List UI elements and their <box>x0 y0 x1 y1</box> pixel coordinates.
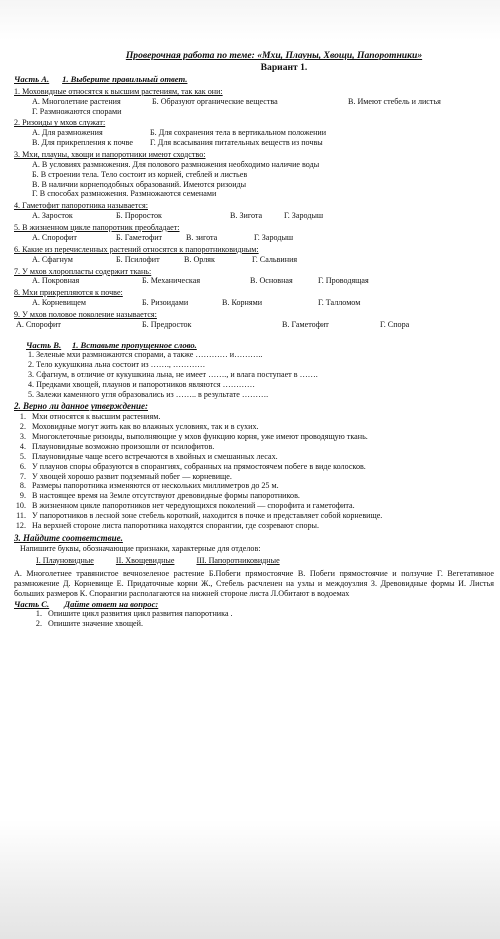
open-question: 1. Опишите цикл развития цикл развития папоротника . <box>44 609 494 619</box>
option: Г. Зародыш <box>254 232 294 242</box>
statement: 9. В настоящее время на Земле отсутствуют древовидные формы папоротников. <box>28 491 494 501</box>
option: В. Корнями <box>222 298 263 308</box>
part-b-label: Часть В. <box>26 339 62 350</box>
statement: 3. Многоклеточные ризоиды, выполняющие у мхов функцию корня, уже имеют проводящую ткань. <box>28 432 494 442</box>
option: А. Корневищем <box>32 298 87 308</box>
question-1-options <box>14 97 494 117</box>
statement: 5. Плауновидные чаще всего встречаются в хвойных и смешанных лесах. <box>28 452 494 462</box>
option: Г. Талломом <box>318 298 361 308</box>
question-9-options <box>14 320 494 330</box>
department-label: II. Хвощевидные <box>115 555 175 565</box>
option: А. Сфагнум <box>32 254 73 264</box>
statement: 7. У хвощей хорошо развит подземный побег — корневище. <box>28 472 494 482</box>
option: Б. Проросток <box>116 211 162 221</box>
option: Г. Размножаются спорами <box>32 106 122 116</box>
option: В. Зигота <box>230 211 263 221</box>
department-label: III. Папоротниковидные <box>196 555 280 565</box>
fill-in-item: 1. Зеленые мхи размножаются спорами, а также ………… и……….. <box>28 350 263 360</box>
section-3-instruction: Напишите буквы, обозначающие признаки, характерные для отделов: <box>20 543 261 553</box>
question-3: 3. Мхи, плауны, хвощи и папоротники имеют сходство: <box>14 150 206 160</box>
part-c-label: Часть С. <box>14 598 50 609</box>
question-7: 7. У мхов хлоропласты содержит ткань: <box>14 266 152 276</box>
part-c-header <box>14 599 494 609</box>
part-a-header <box>14 74 494 84</box>
question-9: 9. У мхов половое поколение называется: <box>14 309 157 319</box>
option: Г. Спора <box>380 319 410 329</box>
statement: 11. У папоротников в лесной зоне стебель короткий, находится в почке и представляет собой корневище. <box>28 511 494 521</box>
part-c-list <box>14 609 494 629</box>
part-b-instruction: 1. Вставьте пропущенное слово. <box>71 339 197 350</box>
option: Б. Образуют органические вещества <box>152 96 278 106</box>
statement: 10. В жизненном цикле папоротников нет чередующихся поколений — спорофита и гаметофита. <box>28 501 494 511</box>
statement: 8. Размеры папоротника изменяются от нескольких миллиметров до 25 м. <box>28 481 494 491</box>
option: Г. Для всасывания питательных веществ из почвы <box>150 138 323 148</box>
option: Б. Предросток <box>142 319 192 329</box>
statement: 1. Мхи относятся к высшим растениям. <box>28 412 494 422</box>
statement: 2. Моховидные могут жить как во влажных условиях, так и в сухих. <box>28 422 494 432</box>
option: Б. В строении тела. Тело состоит из корней, стеблей и листьев <box>32 169 248 179</box>
statement: 6. У плаунов споры образуются в спорангиях, собранных на прямостоячем побеге в виде колосков. <box>28 462 494 472</box>
option: А. Спорофит <box>32 232 77 242</box>
option: В. Имеют стебель и листья <box>348 96 441 106</box>
option: Б. Псилофит <box>116 254 160 264</box>
question-6-options <box>14 255 494 265</box>
option: А. Спорофит <box>16 319 61 329</box>
section-2-header: 2. Верно ли данное утверждение: <box>14 401 149 412</box>
option: В. зигота <box>186 232 218 242</box>
question-8-options <box>14 298 494 308</box>
option: В. Основная <box>250 276 293 286</box>
features-paragraph: А. Многолетнее травянистое вечнозеленое растение Б.Побеги прямостоячие В. Побеги прямостоячие и ползучие Г. Вегетативное размножение Д. Корневище Е. Придаточные корни Ж., Стебель расчленен на узлы и междоузлия З. Древовидные формы И. Листья больших размеров К. Спорангии располагаются на нижней стороне листа Л.Обитают в водоемах <box>14 569 494 599</box>
option: Г. Сальвиния <box>252 254 298 264</box>
question-2: 2. Ризоиды у мхов служат: <box>14 118 106 128</box>
question-3-options <box>14 160 494 199</box>
option: В. В наличии корнеподобных образований. Имеются ризоиды <box>32 179 247 189</box>
question-5: 5. В жизненном цикле папоротник преобладает: <box>14 223 180 233</box>
fill-in-item: 2. Тело кукушкина льна состоит из ……., ………… <box>28 360 206 369</box>
option: А. Многолетние растения <box>32 96 121 106</box>
section-3-header: 3. Найдите соответствие. <box>14 532 123 543</box>
option: А. Покровная <box>32 276 80 286</box>
part-b-items <box>14 350 494 399</box>
option: Б. Гаметофит <box>116 232 163 242</box>
option: Г. Зародыш <box>284 211 324 221</box>
option: Г. Проводящая <box>318 276 369 286</box>
question-7-options <box>14 276 494 286</box>
departments-row <box>14 556 494 566</box>
option: А. Заросток <box>32 211 73 221</box>
question-2-options <box>14 128 494 148</box>
part-a-instruction: 1. Выберите правильный ответ. <box>62 74 188 85</box>
fill-in-item: 5. Залежи каменного угля образовались из …….. в результате ………. <box>28 389 269 399</box>
question-4-options <box>14 211 494 221</box>
statements-list <box>14 412 494 530</box>
option: А. Для размножения <box>32 128 103 138</box>
department-label: I. Плауновидные <box>36 555 94 565</box>
question-6: 6. Какие из перечисленных растений относятся к папоротниковидным: <box>14 244 259 254</box>
fill-in-item: 4. Предками хвощей, плаунов и папоротников являются ………… <box>28 379 255 389</box>
statement: 4. Плауновидные возможно произошли от псилофитов. <box>28 442 494 452</box>
fill-in-item: 3. Сфагнум, в отличие от кукушкина льна, не имеет ……., и влага поступает в ……. <box>28 369 318 379</box>
variant-label: Вариант 1. <box>260 61 308 73</box>
option: Б. Механическая <box>142 276 201 286</box>
option: Г. В способах размножения. Размножаются семенами <box>32 189 217 199</box>
part-a-label: Часть А. <box>14 74 50 85</box>
option: Б. Для сохранения тела в вертикальном положении <box>150 128 327 138</box>
page-title: Проверочная работа по теме: «Мхи, Плауны, Хвощи, Папоротники» <box>125 50 423 61</box>
question-1: 1. Моховидные относятся к высшим растениям, так как они: <box>14 86 223 96</box>
question-8: 8. Мхи прикрепляются к почве: <box>14 288 123 298</box>
open-question: 2. Опишите значение хвощей. <box>44 619 494 629</box>
option: Б. Ризоидами <box>142 298 189 308</box>
option: А. В условиях размножения. Для полового размножения необходимо наличие воды <box>32 159 320 169</box>
question-4: 4. Гаметофит папоротника называется: <box>14 201 148 211</box>
option: В. Для прикрепления к почве <box>32 138 133 148</box>
part-b-header <box>14 340 494 350</box>
statement: 12. На верхней стороне листа папоротника находятся спорангии, где созревают споры. <box>28 521 494 531</box>
option: В. Орляк <box>184 254 215 264</box>
part-c-instruction: Дайте ответ на вопрос: <box>64 598 159 609</box>
question-5-options <box>14 233 494 243</box>
option: В. Гаметофит <box>282 319 329 329</box>
